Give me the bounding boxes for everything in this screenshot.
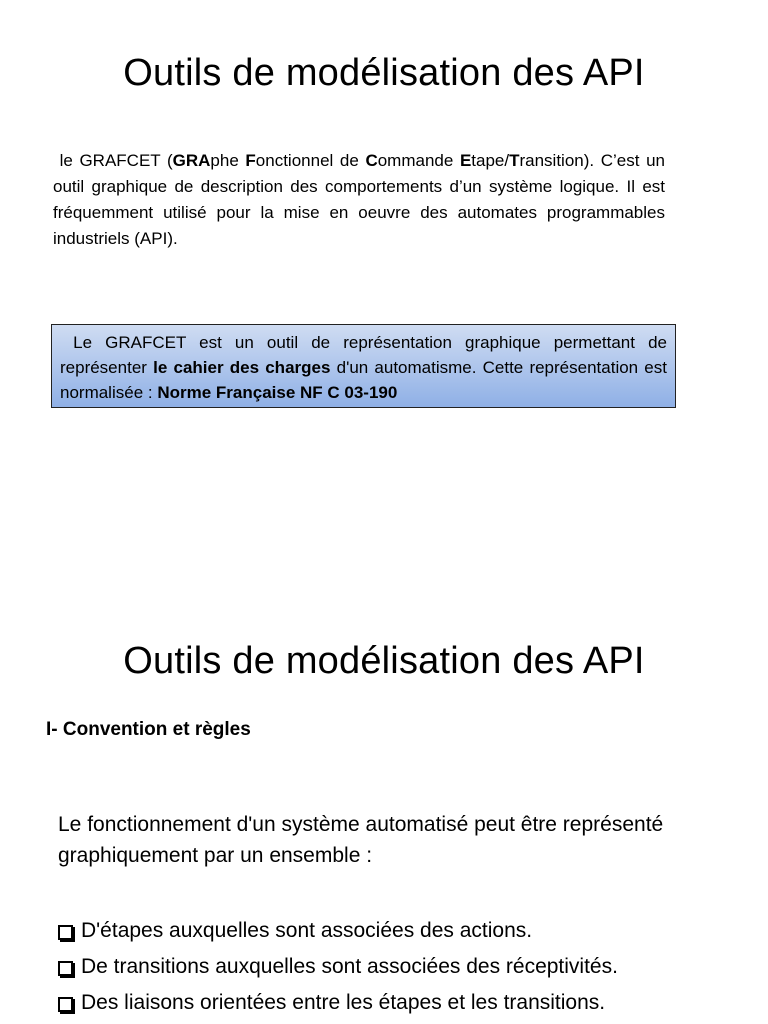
intro-text-2: onctionnel de [255,151,366,170]
list-item-label: D'étapes auxquelles sont associées des actions. [81,919,533,942]
acronym-letter-f: F [245,151,256,170]
acronym-letter-c: C [365,151,378,170]
definition-text-1: Le GRAFCET est un outil de représentation graphique permettant de représenter [60,333,667,377]
intro-text-5: ransition). C’est un outil graphique de description des comportements d’un système logique. Il est fréquemment utilisé pour la mise en oeuvre des automates programmables industriels (API). [53,151,665,248]
list-item [58,985,618,1021]
acronym-letter-t: T [509,151,520,170]
list-item [58,949,618,985]
definition-bold-norme: Norme Française NF C 03-190 [157,383,398,402]
checkbox-icon [58,997,73,1012]
description-paragraph: Le fonctionnement d'un système automatisé peut être représenté graphiquement par un ensemble : [58,813,664,867]
list-item [58,913,618,949]
slide-2 [0,512,768,1024]
bullet-list [58,913,618,1021]
intro-text-1: phe [210,151,246,170]
list-item-label: De transitions auxquelles sont associées des réceptivités. [81,955,618,978]
section-heading: I- Convention et règles [46,719,251,740]
slide-2-title: Outils de modélisation des API [123,640,645,682]
acronym-letter-gra: GRA [172,151,211,170]
checkbox-icon [58,961,73,976]
checkbox-icon [58,925,73,940]
definition-text-2: d'un automatisme. Cette représentation est normalisée : [60,358,667,402]
intro-lead: le GRAFCET ( [59,151,173,170]
list-item-label: Des liaisons orientées entre les étapes et les transitions. [81,991,606,1014]
definition-bold-cahier: le cahier des charges [153,358,331,377]
grafcet-intro-paragraph [53,148,665,252]
intro-text-4: tape/ [471,151,510,170]
definition-box [51,324,676,408]
intro-text-3: ommande [377,151,460,170]
acronym-letter-e: E [459,151,472,170]
slide-1-title: Outils de modélisation des API [123,52,645,94]
